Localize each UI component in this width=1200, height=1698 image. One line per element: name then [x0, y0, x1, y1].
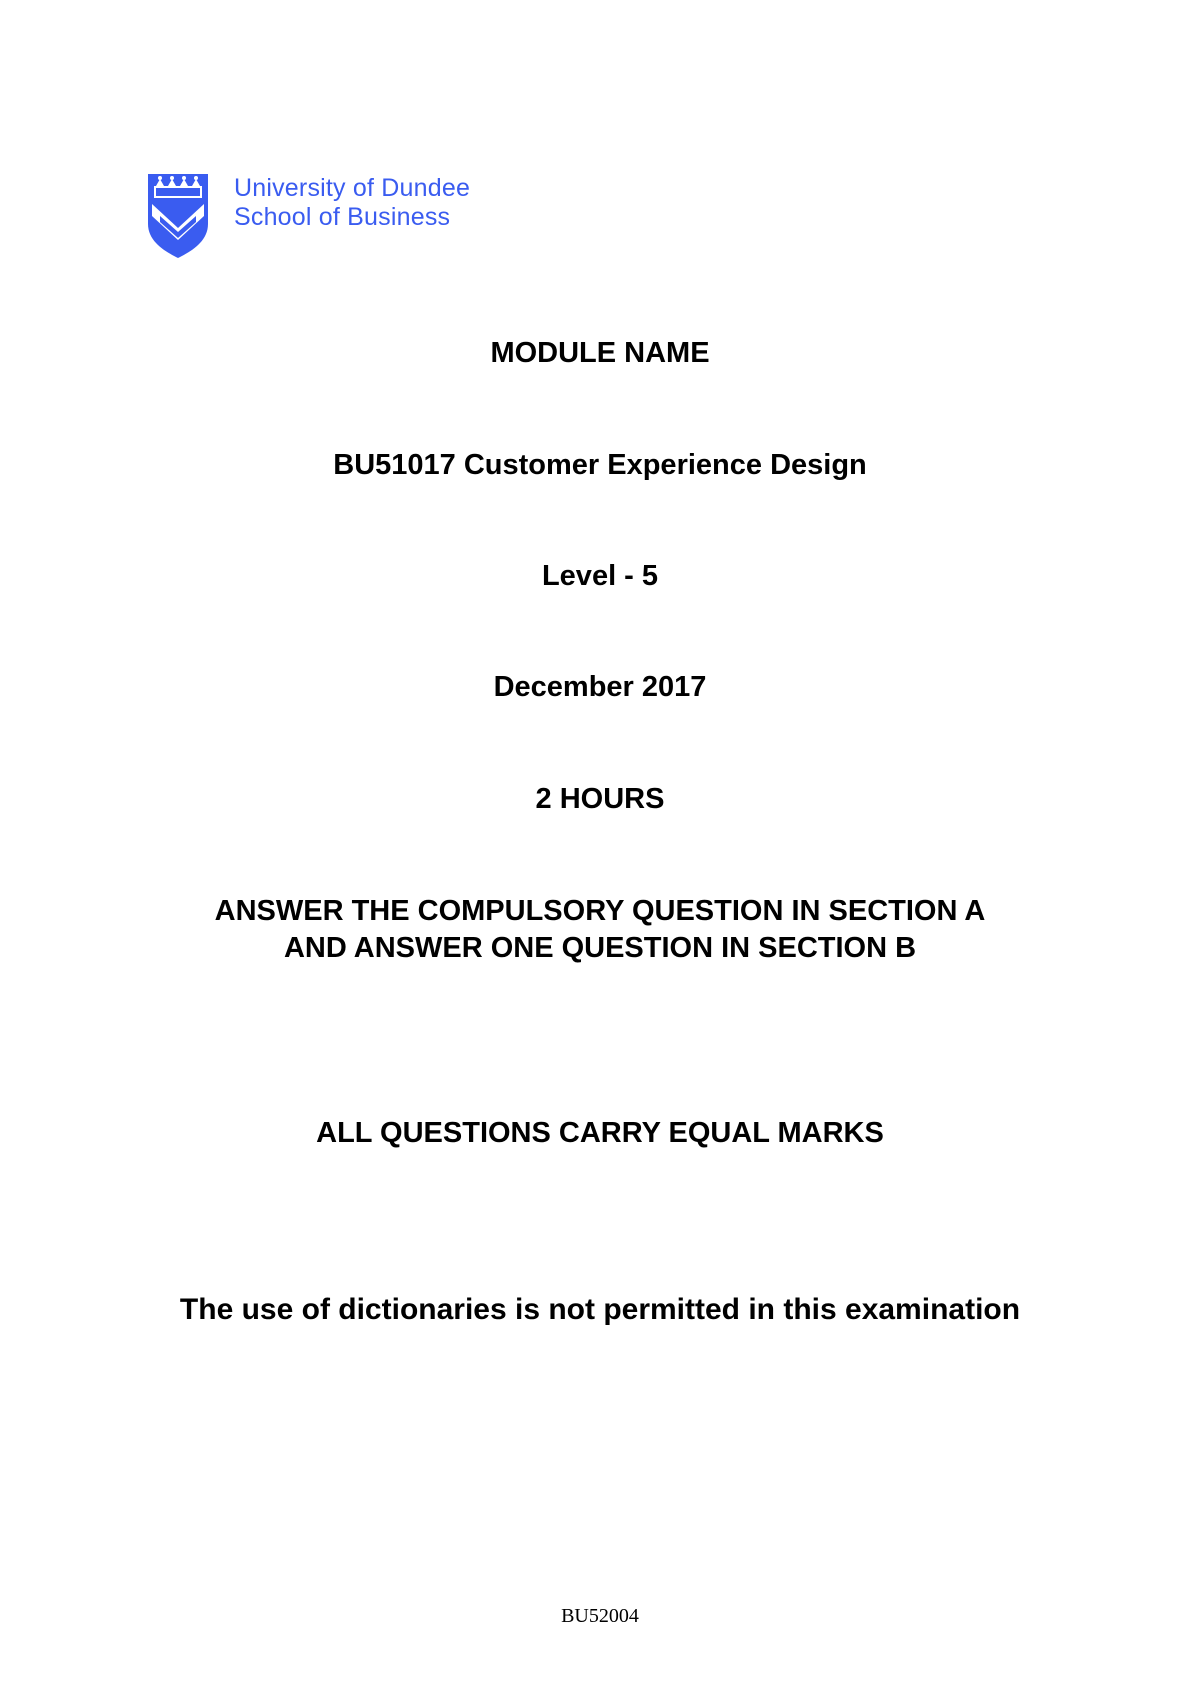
exam-duration: 2 HOURS	[535, 783, 665, 815]
university-logo	[146, 172, 470, 260]
logo-wordmark	[234, 174, 470, 232]
dictionary-note: The use of dictionaries is not permitted in this examination	[179, 1293, 1021, 1326]
exam-date: December 2017	[493, 671, 707, 703]
instruction-line-1: ANSWER THE COMPULSORY QUESTION IN SECTION A	[214, 895, 986, 927]
footer-code: BU52004	[561, 1605, 639, 1627]
university-shield-icon	[146, 172, 210, 260]
marks-note: ALL QUESTIONS CARRY EQUAL MARKS	[316, 1117, 884, 1149]
logo-university-name: University of Dundee	[234, 174, 471, 202]
logo-school-name: School of Business	[234, 203, 451, 231]
module-title: BU51017 Customer Experience Design	[333, 449, 867, 481]
instruction-line-2: AND ANSWER ONE QUESTION IN SECTION B	[283, 932, 917, 964]
exam-instructions	[0, 893, 1200, 967]
module-heading: MODULE NAME	[490, 337, 710, 369]
module-level: Level - 5	[541, 560, 659, 592]
